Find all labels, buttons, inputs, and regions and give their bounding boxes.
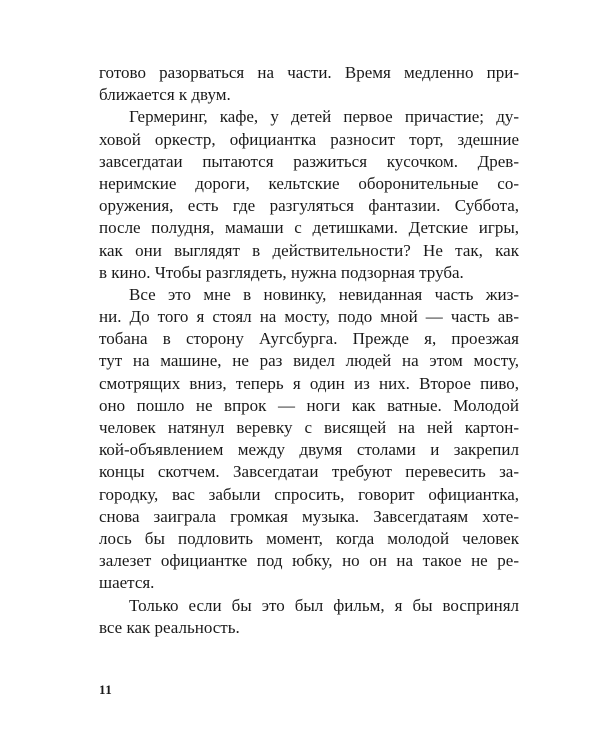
text-line: ховой оркестр, официантка разносит торт, здешние <box>99 129 519 149</box>
text-line: тобана в сторону Аугсбурга. Прежде я, проезжая <box>99 329 519 349</box>
text-line: неримские дороги, кельтские оборонительные со- <box>99 173 519 193</box>
page-number: 11 <box>99 682 113 697</box>
text-line: смотрящих вниз, теперь я один из них. Второе пиво, <box>99 373 519 393</box>
text-line: все как реальность. <box>99 617 240 637</box>
paragraph <box>99 106 519 284</box>
text-line: концы скотчем. Завсегдатаи требуют перевесить за- <box>99 462 519 482</box>
text-line: залезет официантке под юбку, но он на такое не ре- <box>99 551 519 571</box>
text-line: завсегдатаи пытаются разжиться кусочком. Древ- <box>99 151 519 171</box>
paragraph <box>99 595 519 639</box>
paragraph <box>99 62 519 106</box>
text-line: как они выглядят в действительности? Не так, как <box>99 240 519 260</box>
text-line: оружения, есть где разгуляться фантазии. Суббота, <box>99 196 519 216</box>
text-line: снова заиграла громкая музыка. Завсегдатаям хоте- <box>99 506 519 526</box>
text-line: тут на машине, не раз видел людей на этом мосту, <box>99 351 519 371</box>
body-text <box>99 62 519 639</box>
text-line: оно пошло не впрок — ноги как ватные. Молодой <box>99 395 519 415</box>
text-line: человек натянул веревку с висящей на ней картон- <box>99 418 519 437</box>
text-line: ни. До того я стоял на мосту, подо мной — часть ав- <box>99 307 519 327</box>
text-line: ближается к двум. <box>99 85 231 105</box>
paragraph <box>99 284 519 595</box>
text-line: после полудня, мамаши с детишками. Детские игры, <box>99 218 519 238</box>
text-line: Гермеринг, кафе, у детей первое причастие; ду- <box>129 107 519 127</box>
text-line: кой-объявлением между двумя столами и закрепил <box>99 440 519 460</box>
text-line: лось бы подловить момент, когда молодой человек <box>99 528 519 548</box>
text-line: шается. <box>99 573 155 593</box>
text-line: Только если бы это был фильм, я бы воспринял <box>129 595 519 615</box>
text-line: в кино. Чтобы разглядеть, нужна подзорная труба. <box>99 262 464 282</box>
text-line: готово разорваться на части. Время медленно при- <box>99 63 519 82</box>
text-line: городку, вас забыли спросить, говорит официантка, <box>99 484 519 504</box>
text-line: Все это мне в новинку, невиданная часть жиз- <box>129 284 519 304</box>
